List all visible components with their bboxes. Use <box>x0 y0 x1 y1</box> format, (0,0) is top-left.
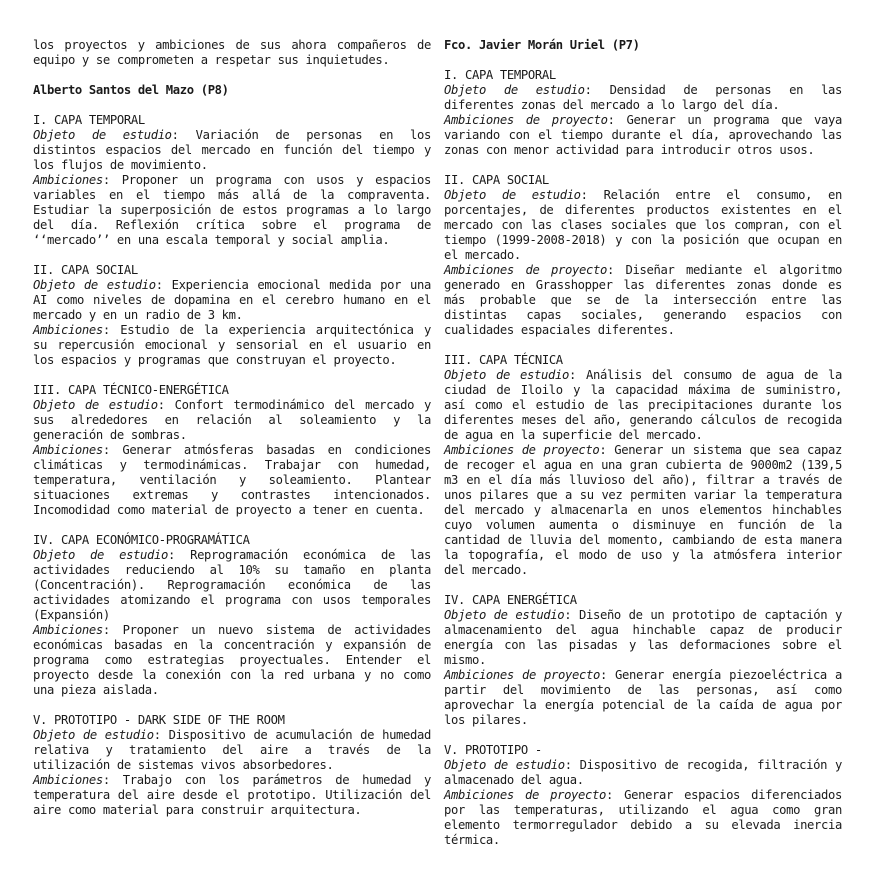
objeto-label: Objeto de estudio <box>33 278 156 292</box>
ambiciones-paragraph <box>33 323 431 368</box>
ambiciones-paragraph <box>444 113 842 158</box>
ambiciones-text: : Diseñar mediante el algoritmo generado en Grasshopper las diferentes zonas donde es más probable que se de la intersección entre las distintas capas sociales, generando espacios con cualidades espaciales diferentes. <box>444 263 842 337</box>
objeto-paragraph <box>33 278 431 323</box>
ambiciones-label: Ambiciones de proyecto <box>444 113 608 127</box>
section-title: V. PROTOTIPO - DARK SIDE OF THE ROOM <box>33 713 285 727</box>
left-column <box>33 38 431 818</box>
ambiciones-label: Ambiciones <box>33 623 103 637</box>
ambiciones-label: Ambiciones de proyecto <box>444 668 600 682</box>
section-title: IV. CAPA ECONÓMICO-PROGRAMÁTICA <box>33 533 250 547</box>
ambiciones-text: : Generar atmósferas basadas en condiciones climáticas y termodinámicas. Trabajar con humedad, temperatura, ventilación y soleamiento. Plantear situaciones extremas y contrastes intencionados. Incomodidad como material de proyecto a tener en cuenta. <box>33 443 431 517</box>
section-block <box>444 173 842 338</box>
objeto-paragraph <box>33 398 431 443</box>
objeto-label: Objeto de estudio <box>33 728 154 742</box>
objeto-paragraph <box>444 758 842 788</box>
section-block <box>33 533 431 698</box>
section-block <box>444 743 842 848</box>
author-name: Alberto Santos del Mazo (P8) <box>33 83 229 97</box>
ambiciones-paragraph <box>444 788 842 848</box>
author-name: Fco. Javier Morán Uriel (P7) <box>444 38 640 52</box>
objeto-paragraph <box>33 548 431 623</box>
ambiciones-paragraph <box>444 443 842 578</box>
objeto-paragraph <box>444 188 842 263</box>
right-column <box>444 38 842 848</box>
ambiciones-paragraph <box>33 443 431 518</box>
objeto-label: Objeto de estudio <box>33 128 172 142</box>
objeto-label: Objeto de estudio <box>444 188 581 202</box>
ambiciones-text: : Generar un programa que vaya variando con el tiempo durante el día, aprovechando las zonas con menor actividad para introducir otros usos. <box>444 113 842 157</box>
objeto-text: : Relación entre el consumo, en porcentajes, de diferentes productos existentes en el mercado con las clases sociales que los compran, con el tiempo (1999-2008-2018) y con la posición que ocupan en el mercado. <box>444 188 842 262</box>
objeto-label: Objeto de estudio <box>444 758 565 772</box>
ambiciones-label: Ambiciones de proyecto <box>444 788 606 802</box>
objeto-paragraph <box>444 83 842 113</box>
objeto-paragraph <box>33 728 431 773</box>
objeto-paragraph <box>444 608 842 668</box>
ambiciones-label: Ambiciones de proyecto <box>444 263 607 277</box>
objeto-text: : Variación de personas en los distintos espacios del mercado en función del tiempo y los flujos de movimiento. <box>33 128 431 172</box>
ambiciones-paragraph <box>33 623 431 698</box>
section-title: IV. CAPA ENERGÉTICA <box>444 593 577 607</box>
objeto-paragraph <box>33 128 431 173</box>
section-title: III. CAPA TÉCNICO-ENERGÉTICA <box>33 383 229 397</box>
ambiciones-paragraph <box>33 773 431 818</box>
objeto-text: : Dispositivo de recogida, filtración y almacenado del agua. <box>444 758 842 787</box>
ambiciones-label: Ambiciones de proyecto <box>444 443 600 457</box>
section-block <box>444 353 842 578</box>
objeto-text: : Densidad de personas en las diferentes zonas del mercado a lo largo del día. <box>444 83 842 112</box>
intro-paragraph: los proyectos y ambiciones de sus ahora compañeros de equipo y se comprometen a respetar sus inquietudes. <box>33 38 431 67</box>
section-block <box>33 263 431 368</box>
ambiciones-text: : Trabajo con los parámetros de humedad y temperatura del aire desde el prototipo. Utilización del aire como material para construir arquitectura. <box>33 773 431 817</box>
ambiciones-text: : Generar espacios diferenciados por las temperaturas, utilizando el agua como gran elemento termorregulador debido a su elevada inercia térmica. <box>444 788 842 847</box>
objeto-text: : Diseño de un prototipo de captación y almacenamiento del agua hinchable capaz de producir energía con las pisadas y las deformaciones sobre el mismo. <box>444 608 842 667</box>
ambiciones-text: : Proponer un programa con usos y espacios variables en el tiempo más allá de la compraventa. Estudiar la superposición de estos programas a lo largo del día. Reflexión crítica sobre el programa de ‘‘mercado’’ en una escala temporal y social amplia. <box>33 173 431 247</box>
ambiciones-label: Ambiciones <box>33 323 103 337</box>
objeto-text: : Reprogramación económica de las actividades reduciendo al 10% su tamaño en planta (Concentración). Reprogramación económica de las actividades atomizando el programa con usos temporales (Expansión) <box>33 548 431 622</box>
objeto-text: : Confort termodinámico del mercado y sus alrededores en relación al soleamiento y la generación de sombras. <box>33 398 431 442</box>
section-title: II. CAPA SOCIAL <box>33 263 138 277</box>
section-title: I. CAPA TEMPORAL <box>33 113 145 127</box>
section-title: III. CAPA TÉCNICA <box>444 353 563 367</box>
ambiciones-text: : Generar energía piezoeléctrica a partir del movimiento de las personas, así como aprovechar la energía potencial de la caída de agua por los pilares. <box>444 668 843 727</box>
ambiciones-paragraph <box>33 173 431 248</box>
objeto-label: Objeto de estudio <box>444 608 565 622</box>
ambiciones-text: : Generar un sistema que sea capaz de recoger el agua en una gran cubierta de 9000m2 (139,5 m3 en el día más lluvioso del año), filtrar a través de unos pilares que a su vez permiten variar la temperatura del mercado y almacenarla en unos elementos hinchables cuyo volumen aumenta o disminuye en función de la cantidad de lluvia del momento, cambiando de esta manera la topografía, el modo de uso y la atmósfera interior del mercado. <box>444 443 842 577</box>
ambiciones-label: Ambiciones <box>33 443 103 457</box>
section-title: II. CAPA SOCIAL <box>444 173 549 187</box>
objeto-text: : Dispositivo de acumulación de humedad relativa y tratamiento del aire a través de la utilización de sistemas vivos absorbedores. <box>33 728 431 772</box>
section-block <box>444 68 842 158</box>
section-block <box>444 593 842 728</box>
objeto-label: Objeto de estudio <box>444 368 569 382</box>
section-title: V. PROTOTIPO - <box>444 743 542 757</box>
ambiciones-text: : Proponer un nuevo sistema de actividades económicas basadas en la concentración y expansión de programa como estrategias proyectuales. Entender el proyecto desde la conexión con la red urbana y no como una pieza aislada. <box>33 623 431 697</box>
objeto-label: Objeto de estudio <box>33 398 158 412</box>
objeto-paragraph <box>444 368 842 443</box>
ambiciones-paragraph <box>444 263 842 338</box>
ambiciones-label: Ambiciones <box>33 773 103 787</box>
objeto-label: Objeto de estudio <box>444 83 585 97</box>
ambiciones-text: : Estudio de la experiencia arquitectónica y su repercusión emocional y sensorial en el usuario en los espacios y programas que construyan el proyecto. <box>33 323 431 367</box>
section-block <box>33 713 431 818</box>
objeto-label: Objeto de estudio <box>33 548 168 562</box>
objeto-text: : Análisis del consumo de agua de la ciudad de Iloilo y la capacidad máxima de suministro, así como el estudio de las precipitaciones durante los diferentes meses del año, generando cálculos de recogida de agua en la superficie del mercado. <box>444 368 842 442</box>
objeto-text: : Experiencia emocional medida por una AI como niveles de dopamina en el cerebro humano en el mercado y en un radio de 3 km. <box>33 278 431 322</box>
ambiciones-label: Ambiciones <box>33 173 103 187</box>
section-block <box>33 383 431 518</box>
section-block <box>33 113 431 248</box>
ambiciones-paragraph <box>444 668 842 728</box>
section-title: I. CAPA TEMPORAL <box>444 68 556 82</box>
